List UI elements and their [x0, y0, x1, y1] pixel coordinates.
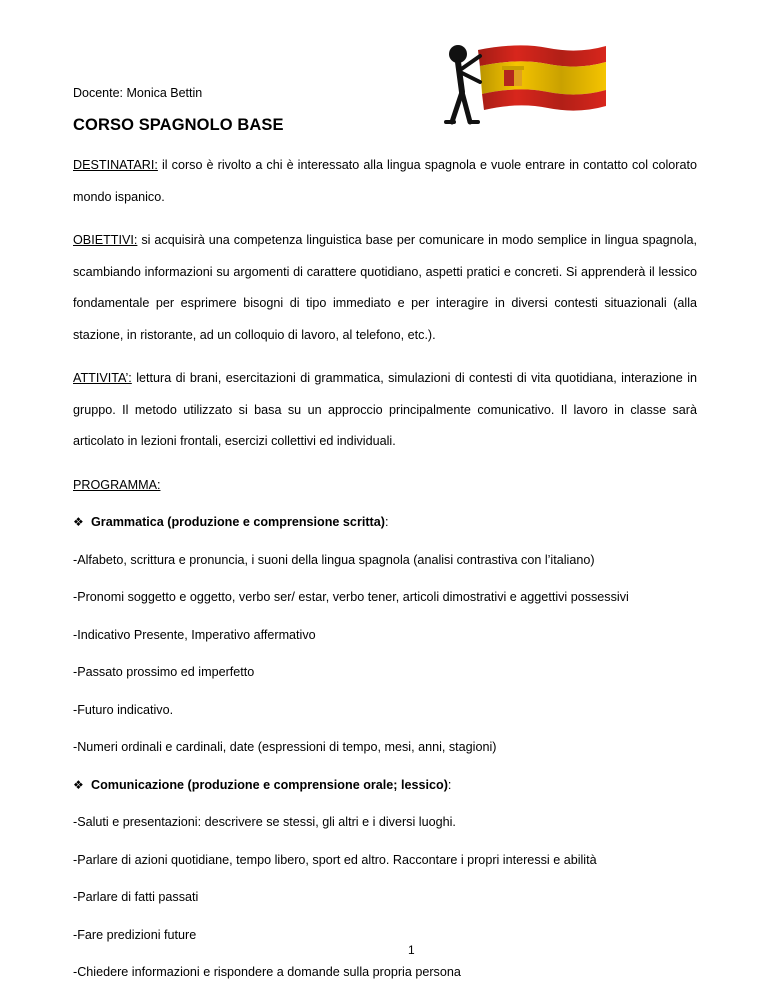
list-item: -Passato prossimo ed imperfetto: [73, 665, 255, 679]
list-item: -Alfabeto, scrittura e pronuncia, i suoni della lingua spagnola (analisi contrastiva con l’italiano): [73, 552, 595, 567]
list-item: -Indicativo Presente, Imperativo affermativo: [73, 627, 316, 642]
grammatica-heading-text: Grammatica (produzione e comprensione scritta): [91, 515, 385, 529]
obiettivi-text: si acquisirà una competenza linguistica base per comunicare in modo semplice in lingua spagnola, scambiando informazioni su argomenti di carattere quotidiano, aspetti pratici e concreti. Si apprenderà il lessico fondamentale per esprimere bisogni di tipo immediato e per interagire in diversi contesti situazionali (alla stazione, in ristorante, ad un colloquio di lavoro, al telefono, etc.).: [73, 233, 697, 342]
obiettivi-paragraph: [73, 225, 697, 351]
page-number: 1: [408, 943, 415, 957]
destinatari-text: il corso è rivolto a chi è interessato alla lingua spagnola e vuole entrare in contatto col colorato mondo ispanico.: [73, 158, 697, 204]
attivita-label: ATTIVITA’:: [73, 371, 132, 385]
diamond-bullet-icon: ❖: [73, 777, 84, 792]
comunicazione-heading-text: Comunicazione (produzione e comprensione orale; lessico): [91, 777, 448, 792]
document-body: [73, 150, 697, 989]
programma-label: PROGRAMMA:: [73, 477, 161, 492]
list-item: -Numeri ordinali e cardinali, date (espressioni di tempo, mesi, anni, stagioni): [73, 740, 497, 754]
obiettivi-label: OBIETTIVI:: [73, 233, 138, 247]
comunicazione-colon: :: [447, 777, 452, 792]
list-item: -Chiedere informazioni e rispondere a domande sulla propria persona: [73, 965, 461, 979]
spanish-flag-illustration: [438, 42, 608, 126]
list-item: -Parlare di azioni quotidiane, tempo libero, sport ed altro. Raccontare i propri interessi e abilità: [73, 852, 597, 867]
list-item: -Pronomi soggetto e oggetto, verbo ser/ estar, verbo tener, articoli dimostrativi e aggettivi possessivi: [73, 590, 629, 604]
programma-heading: [73, 470, 697, 502]
flag-figure-icon: [438, 42, 608, 126]
course-title: CORSO SPAGNOLO BASE: [73, 116, 284, 134]
diamond-bullet-icon: ❖: [73, 515, 84, 529]
teacher-name: Docente: Monica Bettin: [73, 86, 203, 100]
attivita-paragraph: [73, 363, 697, 458]
list-item: -Parlare di fatti passati: [73, 890, 199, 904]
grammatica-heading: [73, 507, 697, 539]
grammatica-colon: :: [384, 515, 389, 529]
comunicazione-heading: [73, 770, 697, 802]
destinatari-paragraph: [73, 150, 697, 213]
attivita-text: lettura di brani, esercitazioni di grammatica, simulazioni di contesti di vita quotidiana, interazione in gruppo. Il metodo utilizzato si basa su un approccio principalmente comunicativo. Il lavoro in classe sarà articolato in lezioni frontali, esercizi collettivi ed individuali.: [73, 371, 697, 448]
list-item: -Futuro indicativo.: [73, 702, 174, 717]
list-item: -Fare predizioni future: [73, 927, 197, 942]
list-item: -Saluti e presentazioni: descrivere se stessi, gli altri e i diversi luoghi.: [73, 815, 456, 829]
destinatari-label: DESTINATARI:: [73, 158, 158, 172]
